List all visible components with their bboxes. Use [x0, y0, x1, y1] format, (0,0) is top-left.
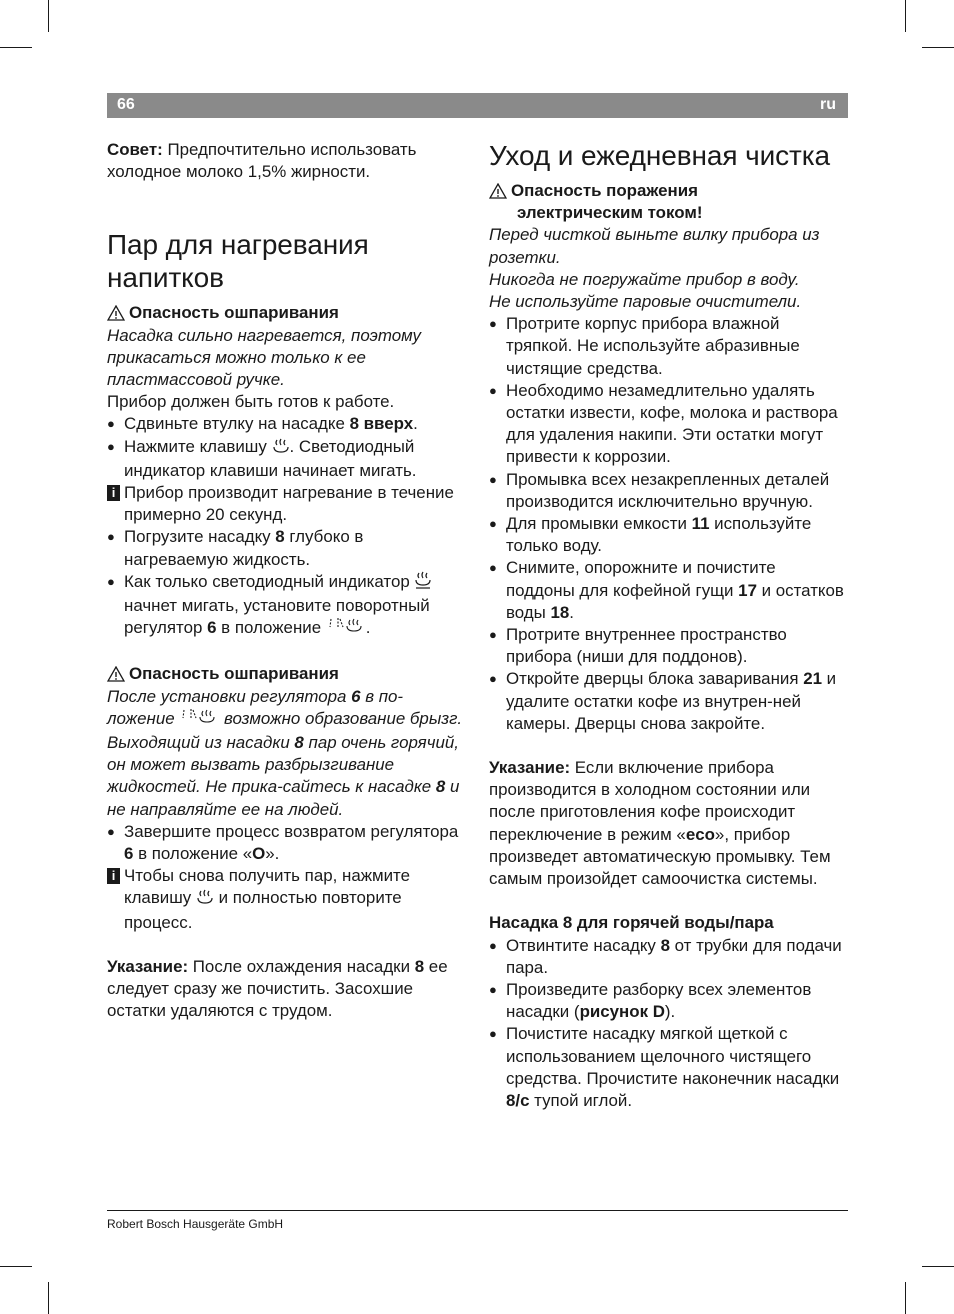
list-item: ● Почистите насадку мягкой щеткой с использованием щелочного чистящего средства. Прочистите наконечник насадки 8/c тупой иглой. [489, 1023, 849, 1112]
section-title-care: Уход и ежедневная чистка [489, 140, 830, 171]
list-item: ● Погрузите насадку 8 глубоко в нагреваемую жидкость. [107, 526, 469, 570]
info-icon: i [107, 868, 120, 884]
language-code: ru [820, 96, 836, 113]
list-item: ● Нажмите клавишу . Светодиодный индикатор клавиши начинает мигать. [107, 436, 469, 482]
footer-divider [107, 1210, 848, 1211]
steam-position-icon [326, 617, 366, 641]
crop-mark [48, 0, 49, 32]
bullet-icon: ● [107, 529, 115, 545]
list-item: ● Протрите внутреннее пространство прибора (ниши для поддонов). [489, 624, 849, 668]
info-item: i Прибор производит нагревание в течение примерно 20 секунд. [107, 482, 469, 526]
crop-mark [0, 47, 32, 48]
bullet-icon: ● [489, 382, 497, 398]
list-item: ● Сдвиньте втулку на насадке 8 вверх. [107, 413, 469, 435]
note-paragraph: Указание: После охлаждения насадки 8 ее следует сразу же почистить. Засохшие остатки удаляются с трудом. [107, 956, 448, 1021]
section-title-steam: Пар для нагревания напитков [107, 229, 369, 294]
page-header-bar [107, 93, 848, 118]
intro-text: Прибор должен быть готов к работе. [107, 392, 395, 412]
list-item: ● Завершите процесс возвратом регулятора 6 в положение «O». [107, 821, 469, 865]
note-paragraph: Указание: Если включение прибора производится в холодном состоянии или после приготовления кофе происходит переключение в режим «eco», прибор произведет автоматическую промывку. Тем самым произойдет самоочистка системы. [489, 758, 831, 889]
bullet-icon: ● [489, 316, 497, 332]
bullet-icon: ● [107, 438, 115, 454]
list-item: ● Отвинтите насадку 8 от трубки для подачи пара. [489, 935, 849, 979]
crop-mark [922, 47, 954, 48]
bullet-icon: ● [107, 416, 115, 432]
list-item: ● Как только светодиодный индикатор начнет мигать, установите поворотный регулятор 6 в положение . [107, 571, 469, 642]
warning-text: После установки регулятора 6 в по-ложение возможно образование брызг. Выходящий из насадки 8 пар очень горячий, он может вызвать разбрызгивание жидкостей. Не прика-сайтесь к насадке 8 и не направляйте ее на людей. [107, 686, 463, 819]
footer-company: Robert Bosch Hausgeräte GmbH [107, 1217, 284, 1231]
left-column [107, 139, 469, 1023]
info-icon: i [107, 485, 120, 501]
steam-icon [272, 438, 290, 460]
bullet-icon: ● [489, 937, 497, 953]
bullet-icon: ● [489, 516, 497, 532]
warning-triangle-icon [489, 180, 511, 199]
list-item: ● Снимите, опорожните и почистите поддоны для кофейной гущи 17 и остатков воды 18. [489, 557, 849, 624]
crop-mark [905, 0, 906, 32]
bullet-icon: ● [489, 627, 497, 643]
warning-scald: Опасность ошпаривания [107, 302, 469, 324]
bullet-icon: ● [489, 981, 497, 997]
crop-mark [905, 1282, 906, 1314]
list-item: ● Откройте дверцы блока заваривания 21 и удалите остатки кофе из внутрен-ней камеры. Дверцы снова закройте. [489, 668, 849, 735]
warning-scald-2: Опасность ошпаривания [107, 663, 469, 685]
bullet-icon: ● [107, 823, 115, 839]
bullet-icon: ● [489, 471, 497, 487]
bullet-icon: ● [489, 1026, 497, 1042]
bullet-icon: ● [489, 671, 497, 687]
steam-position-icon [179, 708, 219, 732]
crop-mark [48, 1282, 49, 1314]
warning-electric: Опасность поражения [489, 180, 849, 202]
warning-text: Никогда не погружайте прибор в воду. [489, 269, 800, 289]
warning-text: Перед чисткой выньте вилку прибора из розетки. [489, 225, 820, 267]
list-item: ● Произведите разборку всех элементов насадки (рисунок D). [489, 979, 849, 1023]
warning-triangle-icon [107, 663, 129, 682]
tip-paragraph: Совет: Предпочтительно использовать холодное молоко 1,5% жирности. [107, 140, 417, 182]
steam-indicator-icon [414, 571, 432, 595]
steam-icon [196, 889, 214, 911]
crop-mark [922, 1266, 954, 1267]
subsection-title: Насадка 8 для горячей воды/пара [489, 913, 774, 933]
crop-mark [0, 1266, 32, 1267]
list-item: ● Промывка всех незакрепленных деталей производится исключительно вручную. [489, 469, 849, 513]
list-item: ● Протрите корпус прибора влажной тряпкой. Не используйте абразивные чистящие средства. [489, 313, 849, 380]
bullet-icon: ● [489, 560, 497, 576]
warning-triangle-icon [107, 302, 129, 321]
right-column: Уход и ежедневная чистка Опасность поражения электрическим током! Перед чисткой выньте вилку прибора из розетки. Никогда не погружайте прибор в воду. Не используйте паровые очистители. ● Протрите корпус прибора влажной тряпкой. Не используйте абразивные чистящие средства. ● Необходимо незамедлительно удалять остатки извести, кофе, молока и раствора для удаления накипи. Эти остатки могут привести к коррозии. ● Промывка всех незакрепленных деталей производится исключительно вручную. ● Для промывки емкости 11 используйте только воду. ● Снимите, опорожните и почистите поддоны для кофейной гущи 17 и остатков воды 18. ● Протрите внутреннее пространство прибора (ниши для поддонов). ● Откройте дверцы блока заваривания 21 и удалите остатки кофе из внутрен-ней камеры. Дверцы снова закройте. Указание: Если включение прибора производится в холодном состоянии или после приготовления кофе происходит переключение в режим «eco», прибор произведет автоматическую промывку. Тем самым произойдет самоочистка системы. Насадка 8 для горячей воды/пара ● Отвинтите насадку 8 от трубки для подачи пара. ● Произведите разборку всех элементов насадки (рисунок D). ● Почистите насадку мягкой щеткой с использованием щелочного чистящего средства. Прочистите наконечник насадки 8/c тупой иглой. [489, 139, 849, 1112]
info-item: i Чтобы снова получить пар, нажмите клавишу и полностью повторите процесс. [107, 865, 469, 934]
warning-text: Не используйте паровые очистители. [489, 292, 802, 312]
warning-text: Насадка сильно нагревается, поэтому прикасаться можно только к ее пластмассовой ручке. [107, 325, 421, 390]
list-item: ● Для промывки емкости 11 используйте только воду. [489, 513, 849, 557]
page-number: 66 [117, 96, 135, 113]
list-item: ● Необходимо незамедлительно удалять остатки извести, кофе, молока и раствора для удаления накипи. Эти остатки могут привести к коррозии. [489, 380, 849, 469]
bullet-icon: ● [107, 573, 115, 589]
